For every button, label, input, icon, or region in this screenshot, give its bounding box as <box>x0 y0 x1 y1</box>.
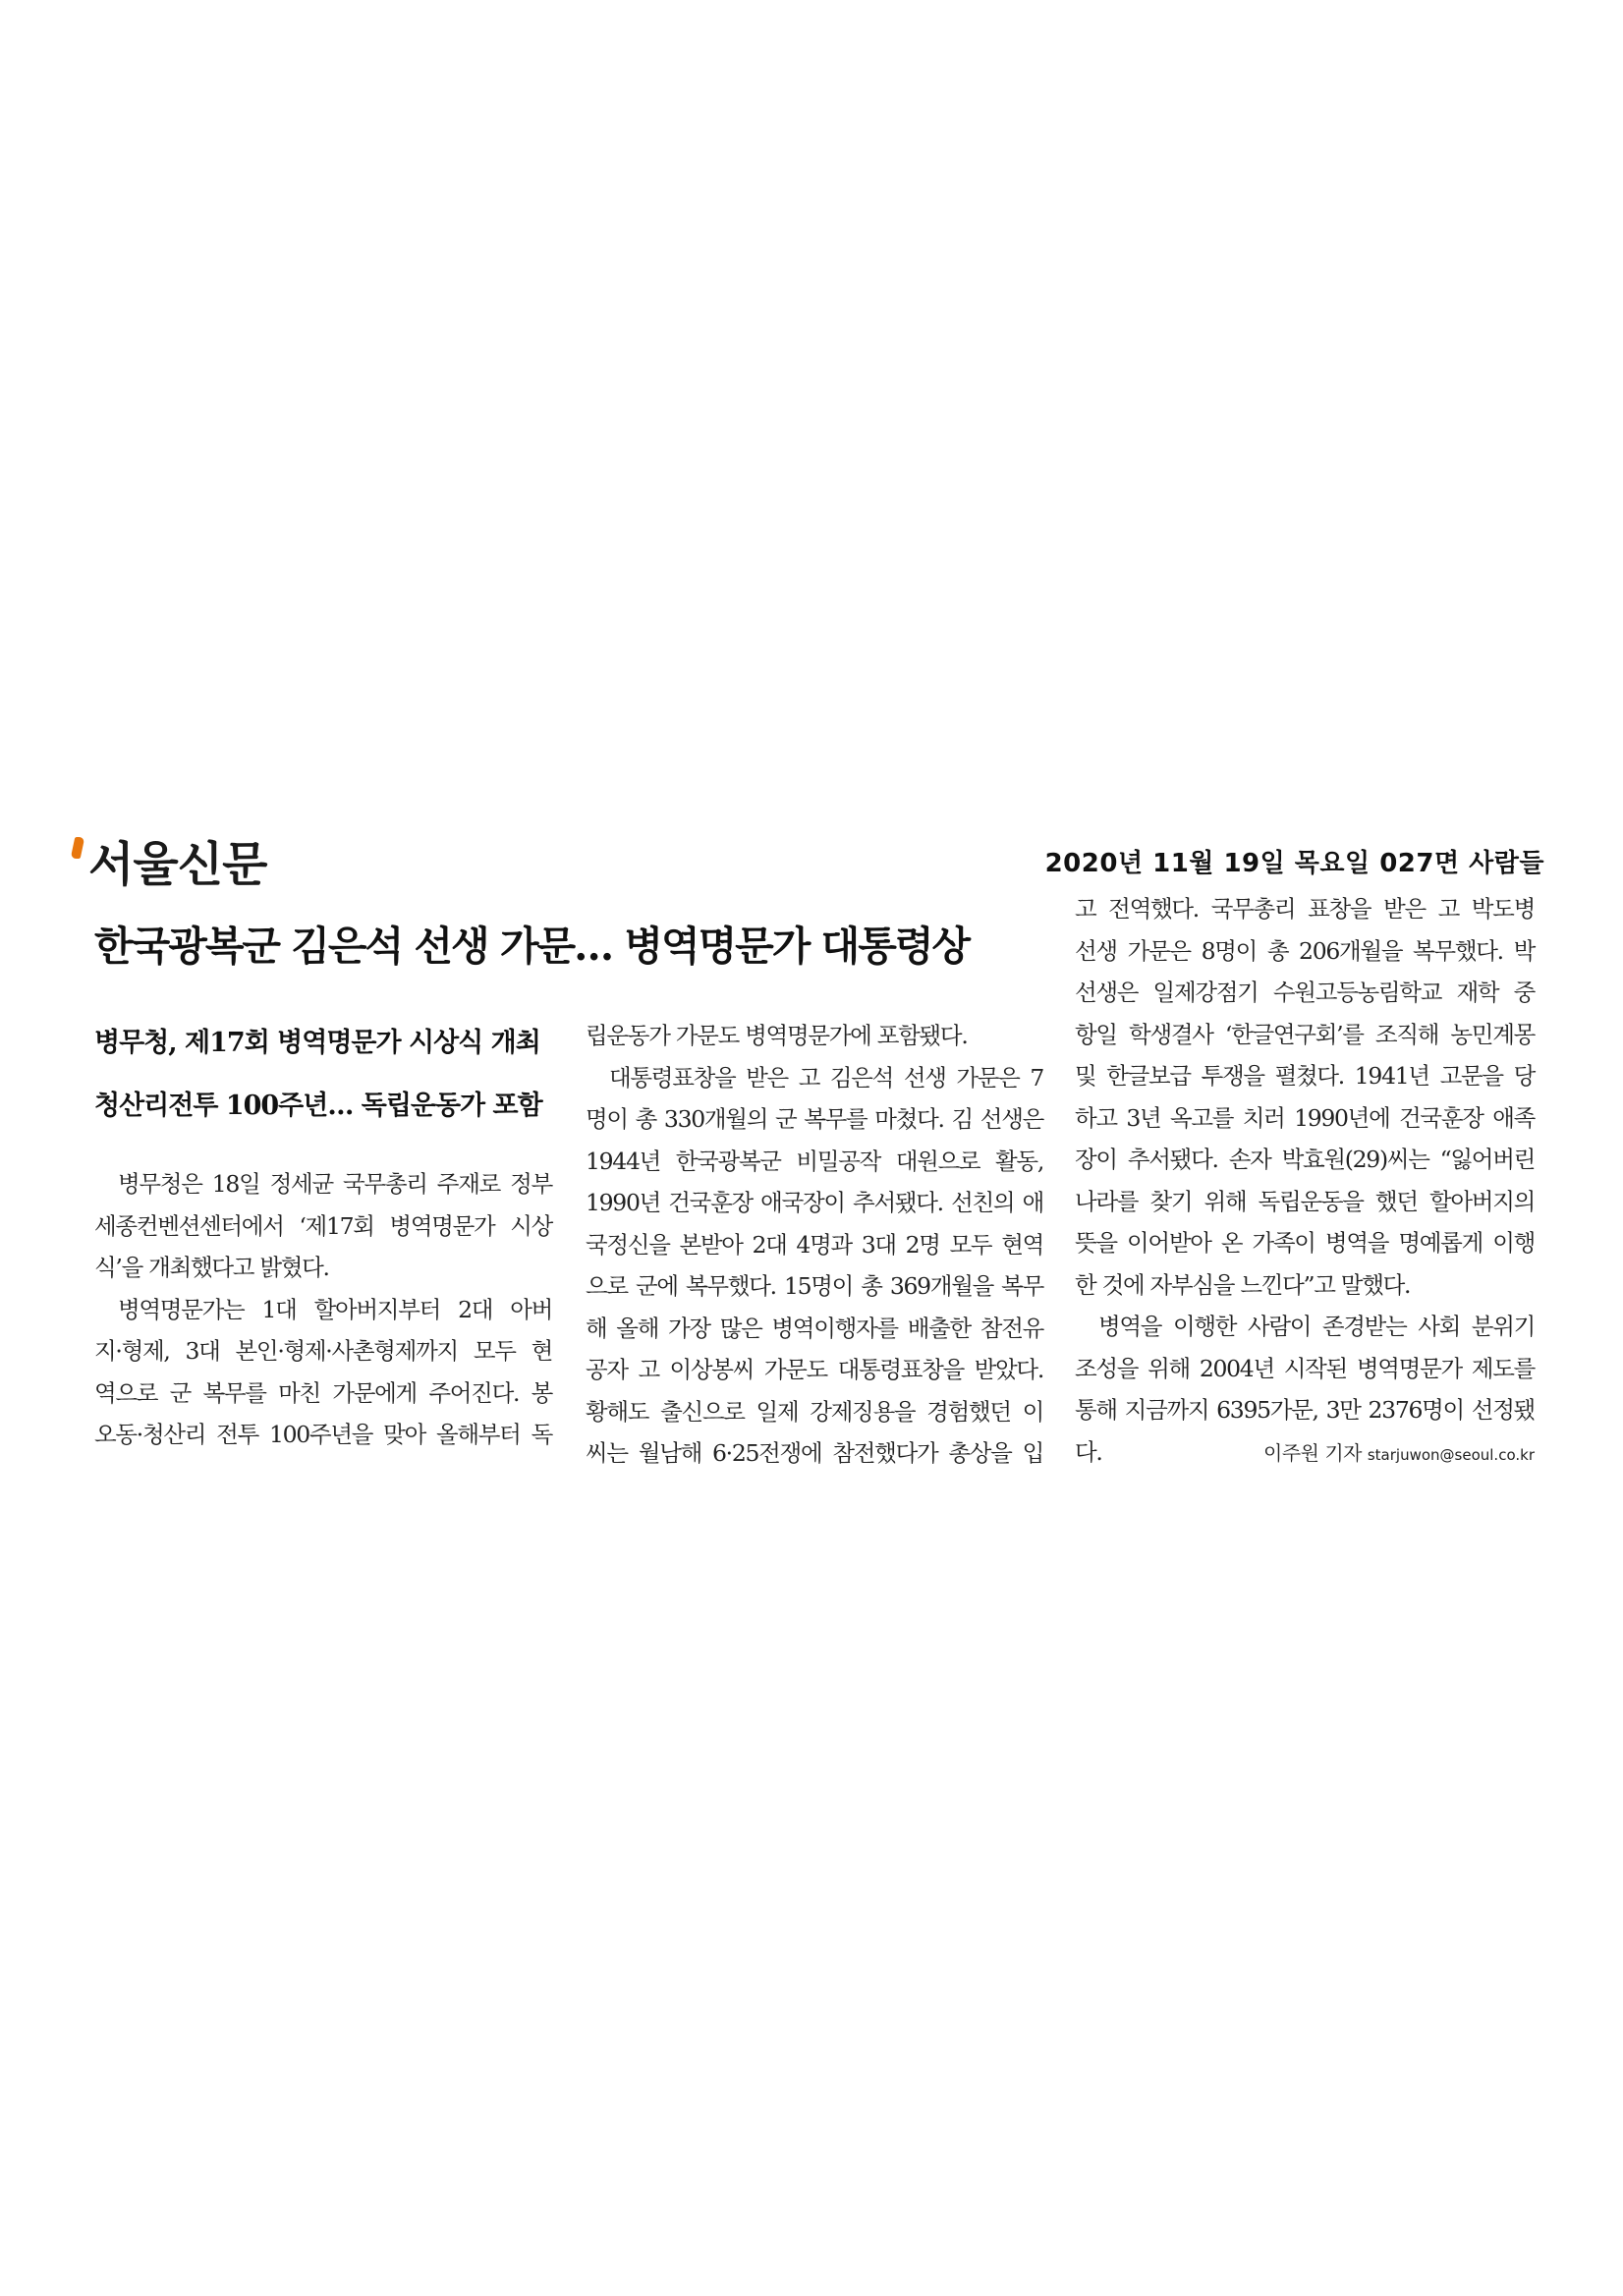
text-line: 장이 추서됐다. 손자 박효원(29)씨는 “잃어버린 <box>1075 1146 1535 1173</box>
text-line: 해 올해 가장 많은 병역이행자를 배출한 참전유 <box>586 1314 1043 1342</box>
text-line: 대통령표창을 받은 고 김은석 선생 가문은 7 <box>609 1063 1043 1092</box>
text-line: 통해 지금까지 6395가문, 3만 2376명이 선정됐 <box>1075 1396 1535 1424</box>
text-line: 및 한글보급 투쟁을 펼쳤다. 1941년 고문을 당 <box>1075 1062 1535 1090</box>
text-line: 역으로 군 복무를 마친 가문에게 주어진다. 봉 <box>94 1378 552 1407</box>
subheads <box>94 1012 566 1138</box>
text-line: 명이 총 330개월의 군 복무를 마쳤다. 김 선생은 <box>586 1105 1043 1133</box>
text-line: 병역을 이행한 사람이 존경받는 사회 분위기 <box>1098 1313 1535 1340</box>
text-line: 세종컨벤션센터에서 ‘제17회 병역명문가 시상 <box>94 1211 552 1240</box>
byline-email: starjuwon@seoul.co.kr <box>1367 1445 1535 1464</box>
article-column-2 <box>586 1015 1043 1475</box>
text-line: 항일 학생결사 ‘한글연구회’를 조직해 농민계몽 <box>1075 1020 1535 1048</box>
text-line: 선생은 일제강점기 수원고등농림학교 재학 중 <box>1075 979 1535 1006</box>
text-line: 으로 군에 복무했다. 15명이 총 369개월을 복무 <box>586 1272 1043 1300</box>
text-line: 1990년 건국훈장 애국장이 추서됐다. 선친의 애 <box>586 1189 1043 1216</box>
newspaper-name: 서울신문 <box>88 837 267 892</box>
subhead: 청산리전투 100주년… 독립운동가 포함 <box>94 1091 542 1121</box>
article-column-1 <box>94 1163 552 1456</box>
byline <box>1263 1432 1535 1477</box>
text-line: 선생 가문은 8명이 총 206개월을 복무했다. 박 <box>1075 936 1535 965</box>
brand-mark-icon <box>71 837 85 859</box>
text-line: 1944년 한국광복군 비밀공작 대원으로 활동, <box>586 1147 1043 1175</box>
text-line: 지·형제, 3대 본인·형제·사촌형제까지 모두 현 <box>94 1337 552 1365</box>
text-line: 오동·청산리 전투 100주년을 맞아 올해부터 독 <box>94 1421 552 1448</box>
text-line: 병무청은 18일 정세균 국무총리 주재로 정부 <box>118 1170 552 1198</box>
text-line: 다. <box>1075 1437 1102 1466</box>
text-line: 공자 고 이상봉씨 가문도 대통령표창을 받았다. <box>586 1356 1043 1383</box>
article-headline: 한국광복군 김은석 선생 가문… 병역명문가 대통령상 <box>94 923 970 970</box>
text-line: 한 것에 자부심을 느낀다”고 말했다. <box>1075 1270 1411 1299</box>
text-line: 하고 3년 옥고를 치러 1990년에 건국훈장 애족 <box>1075 1103 1535 1132</box>
text-line: 국정신을 본받아 2대 4명과 3대 2명 모두 현역 <box>586 1230 1043 1259</box>
text-line: 씨는 월남해 6·25전쟁에 참전했다가 총상을 입 <box>586 1439 1043 1467</box>
article-column-3 <box>1075 888 1535 1476</box>
text-line: 식’을 개최했다고 밝혔다. <box>94 1254 329 1281</box>
dateline: 2020년 11월 19일 목요일 027면 사람들 <box>1044 849 1544 878</box>
subhead: 병무청, 제17회 병역명문가 시상식 개최 <box>94 1028 540 1058</box>
last-line-with-byline <box>1075 1431 1535 1477</box>
text-line: 뜻을 이어받아 온 가족이 병역을 명예롭게 이행 <box>1075 1229 1535 1257</box>
text-line: 립운동가 가문도 병역명문가에 포함됐다. <box>586 1022 968 1049</box>
text-line: 고 전역했다. 국무총리 표창을 받은 고 박도병 <box>1075 895 1535 923</box>
text-line: 황해도 출신으로 일제 강제징용을 경험했던 이 <box>586 1397 1043 1426</box>
text-line: 병역명문가는 1대 할아버지부터 2대 아버 <box>118 1295 552 1323</box>
text-line: 조성을 위해 2004년 시작된 병역명문가 제도를 <box>1075 1354 1535 1382</box>
masthead <box>73 833 266 892</box>
text-line: 나라를 찾기 위해 독립운동을 했던 할아버지의 <box>1075 1187 1535 1215</box>
byline-author: 이주원 기자 <box>1263 1440 1362 1465</box>
